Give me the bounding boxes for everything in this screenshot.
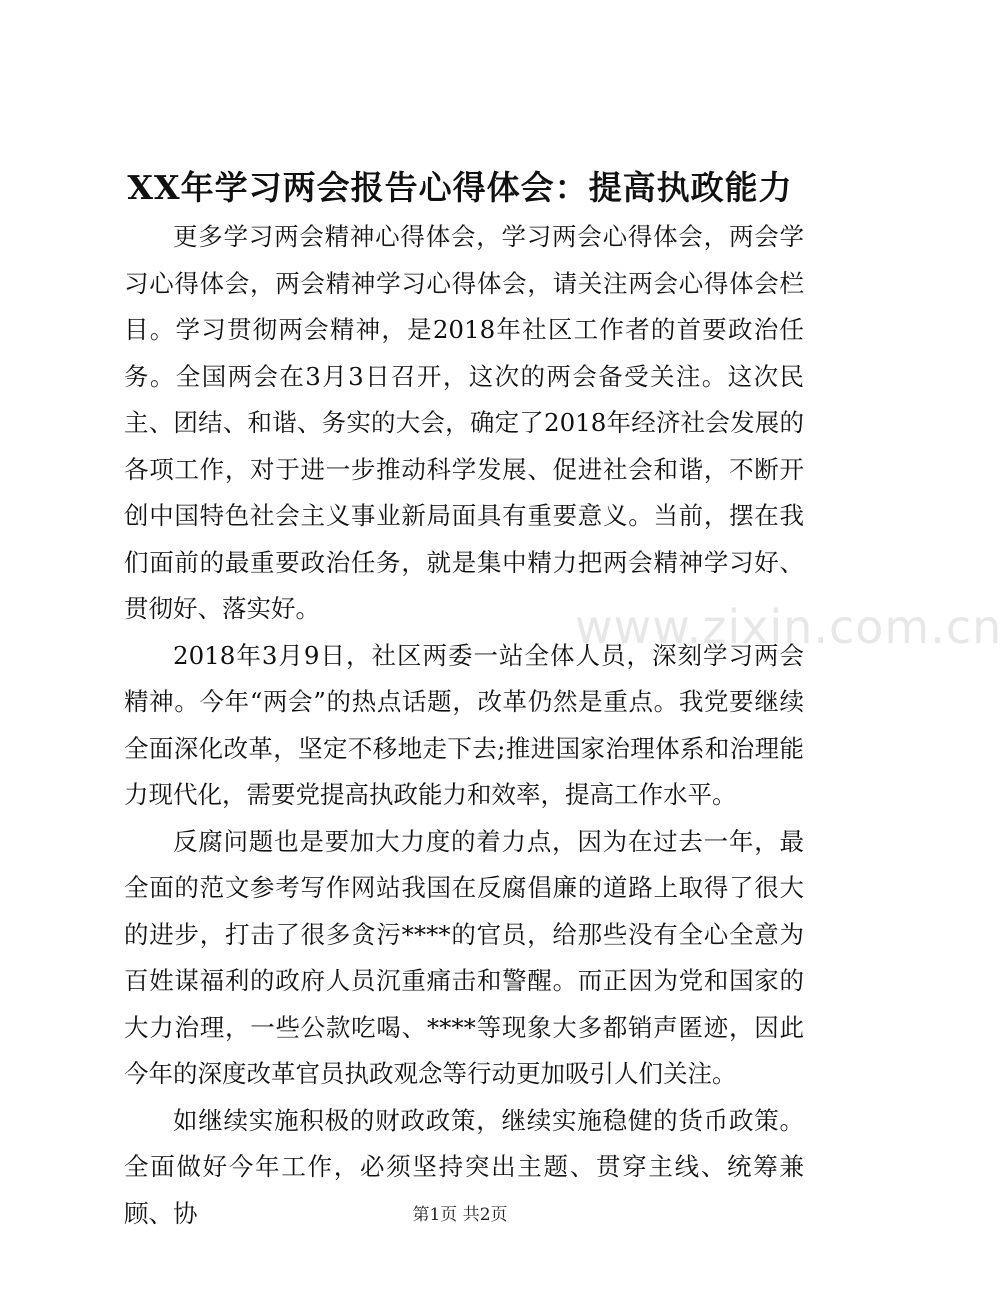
paragraph-1: 更多学习两会精神心得体会，学习两会心得体会，两会学习心得体会，两会精神学习心得体会，请关注两会心得体会栏目。学习贯彻两会精神，是2018年社区工作者的首要政治任务。全国两会在3月3日召开，这次的两会备受关注。这次民主、团结、和谐、务实的大会，确定了2018年经济社会发展的各项工作，对于进一步推动科学发展、促进社会和谐，不断开创中国特色社会主义事业新局面具有重要意义。当前，摆在我们面前的最重要政治任务，就是集中精力把两会精神学习好、贯彻好、落实好。 — [124, 222, 804, 623]
paragraph-4: 如继续实施积极的财政政策，继续实施稳健的货币政策。全面做好今年工作，必须坚持突出主题、贯穿主线、统筹兼顾、协 — [124, 1105, 804, 1228]
watermark: www.zixin.com.cn — [575, 600, 1002, 654]
paragraph-2: 2018年3月9日，社区两委一站全体人员，深刻学习两会精神。今年“两会”的热点话题，改革仍然是重点。我党要继续全面深化改革，坚定不移地走下去;推进国家治理体系和治理能力现代化，需要党提高执政能力和效率，提高工作水平。 — [124, 640, 804, 809]
page-footer: 第1页 共2页 — [412, 1205, 508, 1225]
document-body — [124, 214, 804, 1237]
document-title: XX年学习两会报告心得体会：提高执政能力 — [127, 168, 793, 207]
paragraph-3: 反腐问题也是要加大力度的着力点，因为在过去一年，最全面的范文参考写作网站我国在反腐倡廉的道路上取得了很大的进步，打击了很多贪污****的官员，给那些没有全心全意为百姓谋福利的政府人员沉重痛击和警醒。而正因为党和国家的大力治理，一些公款吃喝、****等现象大多都销声匿迹，因此今年的深度改革官员执政观念等行动更加吸引人们关注。 — [124, 826, 804, 1088]
